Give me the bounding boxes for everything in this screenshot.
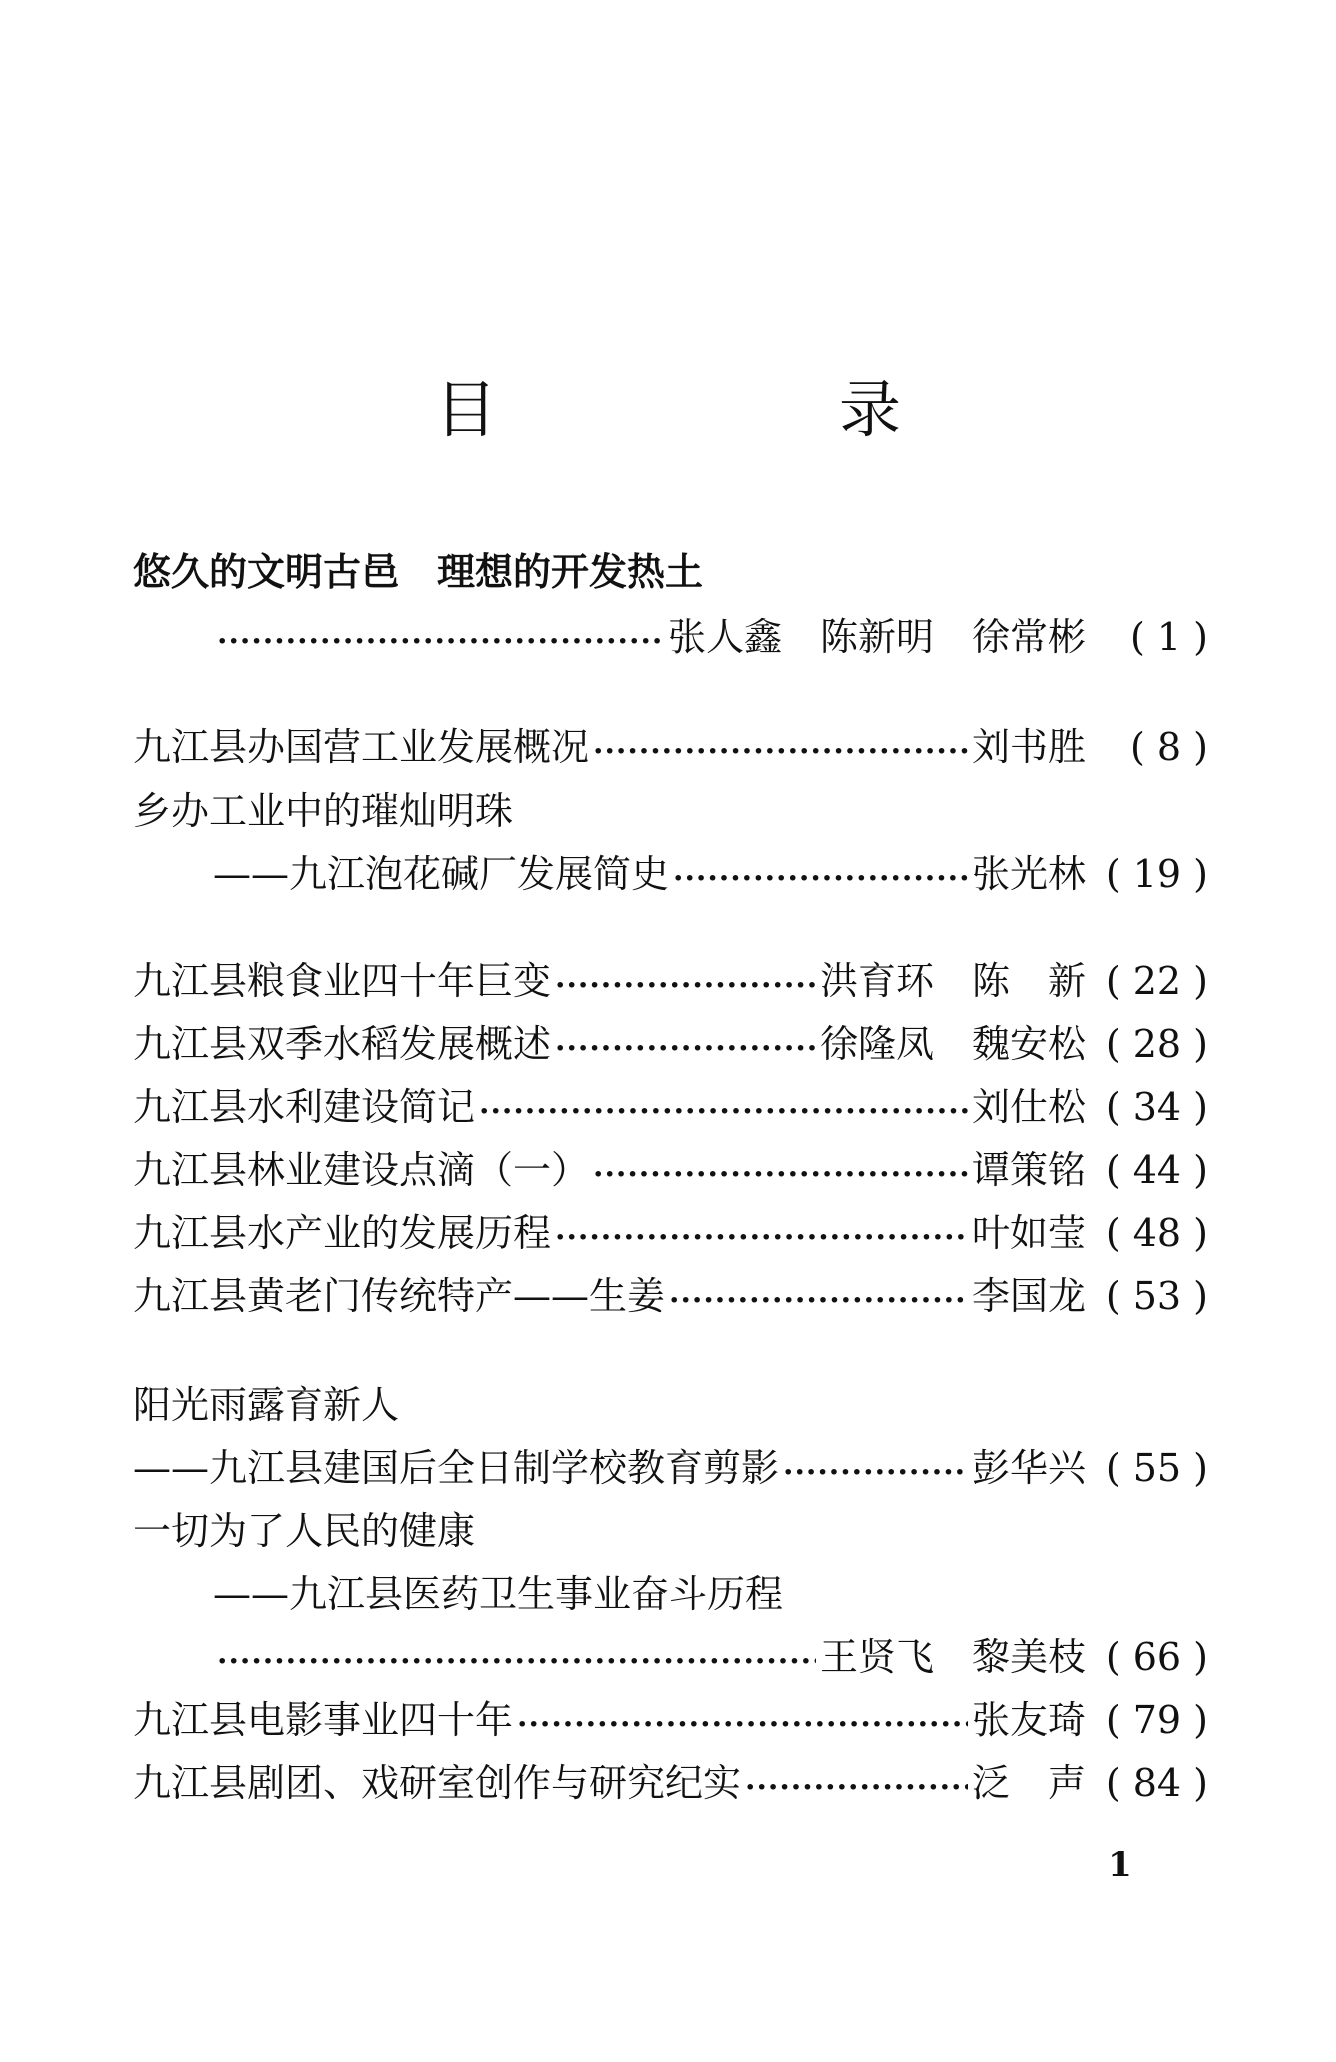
toc-entry-11 (133, 1502, 1208, 1560)
entry-author: 张光林 (971, 852, 1086, 896)
leader-dots (593, 1141, 968, 1199)
toc-entry-10 (133, 1376, 1208, 1434)
toc-entry-6 (133, 1078, 1208, 1136)
leader-dots (745, 1754, 968, 1812)
entry-title: 九江县黄老门传统特产——生姜 (133, 1274, 666, 1318)
entry-author: 叶如莹 (971, 1211, 1086, 1255)
toc-entry-3-subtitle (213, 845, 1208, 903)
entry-title: 九江县剧团、戏研室创作与研究纪实 (133, 1761, 742, 1805)
entry-author: 谭策铭 (971, 1148, 1086, 1192)
toc-entry-2 (133, 718, 1208, 776)
entry-title: 九江县办国营工业发展概况 (133, 725, 590, 769)
entry-subtitle: ——九江县建国后全日制学校教育剪影 (133, 1446, 780, 1490)
entry-author: 张友琦 (971, 1698, 1086, 1742)
toc-entry-4 (133, 952, 1208, 1010)
entry-author: 刘仕松 (971, 1085, 1086, 1129)
entry-page: ( 34 ) (1105, 1085, 1208, 1129)
entry-page: ( 48 ) (1105, 1211, 1208, 1255)
toc-entry-7 (133, 1141, 1208, 1199)
entry-author: 彭华兴 (971, 1446, 1086, 1490)
entry-page: ( 8 ) (1130, 725, 1208, 769)
leader-dots (555, 952, 816, 1010)
entry-author: 刘书胜 (971, 725, 1086, 769)
entry-page: ( 53 ) (1105, 1274, 1208, 1318)
toc-entry-8 (133, 1204, 1208, 1262)
toc-entry-1-author-line (213, 608, 1208, 666)
entry-title: 九江县粮食业四十年巨变 (133, 959, 552, 1003)
toc-entry-1 (133, 543, 1208, 601)
entry-page: ( 22 ) (1105, 959, 1208, 1003)
leader-dots (593, 718, 968, 776)
entry-author: 洪育环 陈 新 (819, 959, 1086, 1003)
entry-title: 九江县电影事业四十年 (133, 1698, 514, 1742)
entry-title: 一切为了人民的健康 (133, 1509, 476, 1553)
entry-author: 李国龙 (971, 1274, 1086, 1318)
entry-page: ( 55 ) (1105, 1446, 1208, 1490)
toc-entry-11-author-line (213, 1628, 1208, 1686)
entry-page: ( 66 ) (1105, 1635, 1208, 1679)
entry-title: 悠久的文明古邑 理想的开发热土 (133, 549, 704, 594)
toc-entry-10-subtitle (133, 1439, 1208, 1497)
toc-entry-12 (133, 1691, 1208, 1749)
entry-subtitle: ——九江泡花碱厂发展简史 (213, 852, 670, 896)
entry-title: 九江县双季水稻发展概述 (133, 1022, 552, 1066)
entry-author: 泛 声 (971, 1761, 1086, 1805)
leader-dots (217, 1628, 816, 1686)
entry-page: ( 84 ) (1105, 1761, 1208, 1805)
leader-dots (669, 1267, 968, 1325)
entry-page: ( 28 ) (1105, 1022, 1208, 1066)
entry-author: 张人鑫 陈新明 徐常彬 (667, 615, 1086, 659)
entry-title: 九江县林业建设点滴（一） (133, 1148, 590, 1192)
leader-dots (555, 1015, 816, 1073)
entry-page: ( 79 ) (1105, 1698, 1208, 1742)
leader-dots (783, 1439, 968, 1497)
entry-page: ( 44 ) (1105, 1148, 1208, 1192)
entry-title: 阳光雨露育新人 (133, 1383, 400, 1427)
entry-title: 九江县水产业的发展历程 (133, 1211, 552, 1255)
page-number: 1 (1108, 1845, 1132, 1885)
leader-dots (517, 1691, 968, 1749)
toc-entry-9 (133, 1267, 1208, 1325)
leader-dots (479, 1078, 968, 1136)
page-title: 目 录 (434, 373, 1041, 446)
toc-entry-13 (133, 1754, 1208, 1812)
entry-page: ( 1 ) (1130, 615, 1208, 659)
leader-dots (217, 608, 664, 666)
toc-entry-11-subtitle (213, 1565, 1208, 1623)
entry-author: 徐隆凤 魏安松 (819, 1022, 1086, 1066)
entry-title: 九江县水利建设简记 (133, 1085, 476, 1129)
entry-page: ( 19 ) (1105, 852, 1208, 896)
toc-entry-3 (133, 782, 1208, 840)
entry-subtitle: ——九江县医药卫生事业奋斗历程 (213, 1572, 784, 1616)
leader-dots (673, 845, 968, 903)
toc-entry-5 (133, 1015, 1208, 1073)
leader-dots (555, 1204, 968, 1262)
entry-title: 乡办工业中的璀灿明珠 (133, 789, 514, 833)
entry-author: 王贤飞 黎美枝 (819, 1635, 1086, 1679)
